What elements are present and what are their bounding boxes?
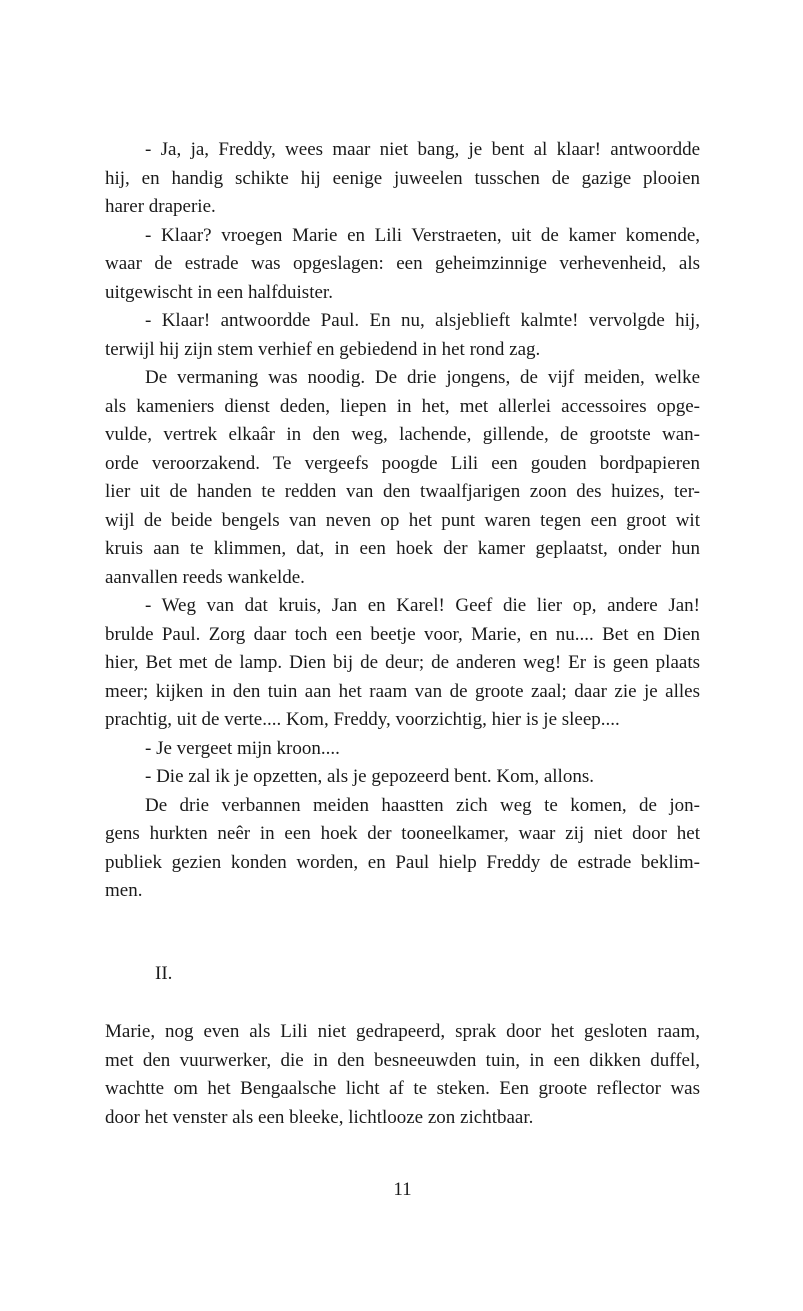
text-line: - Klaar! antwoordde Paul. En nu, alsjeblieft kalmte! vervolgde hij, (145, 310, 700, 331)
text-line: waar de estrade was opgeslagen: een geheimzinnige verhevenheid, als (105, 253, 700, 274)
text-line: publiek gezien konden worden, en Paul hielp Freddy de estrade beklim- (105, 851, 700, 873)
text-line: men. (105, 880, 143, 901)
text-line: - Die zal ik je opzetten, als je gepozeerd bent. Kom, allons. (145, 766, 594, 787)
text-line: Marie, nog even als Lili niet gedrapeerd, sprak door het gesloten raam, (105, 1021, 700, 1042)
text-line: harer draperie. (105, 196, 216, 217)
paragraph (105, 1018, 700, 1132)
paragraph (105, 592, 700, 735)
text-line: hier, Bet met de lamp. Dien bij de deur; de anderen weg! Er is geen plaats (105, 652, 700, 673)
text-line: meer; kijken in den tuin aan het raam van de groote zaal; daar zie je alles (105, 680, 700, 702)
text-line: terwijl hij zijn stem verhief en gebiedend in het rond zag. (105, 338, 541, 360)
text-line: kruis aan te klimmen, dat, in een hoek der kamer geplaatst, onder hun (105, 538, 700, 559)
text-line: gens hurkten neêr in een hoek der tooneelkamer, waar zij niet door het (105, 823, 700, 844)
text-line: lier uit de handen te redden van den twaalfjarigen zoon des huizes, ter- (105, 481, 700, 502)
paragraph (105, 792, 700, 906)
paragraph (105, 735, 700, 764)
text-line: - Je vergeet mijn kroon.... (145, 737, 340, 759)
text-line: vulde, vertrek elkaâr in den weg, lachende, gillende, de grootste wan- (105, 424, 700, 445)
paragraph (105, 307, 700, 364)
text-line: prachtig, uit de verte.... Kom, Freddy, voorzichtig, hier is je sleep.... (105, 709, 620, 730)
paragraph (105, 222, 700, 308)
text-line: - Weg van dat kruis, Jan en Karel! Geef die lier op, andere Jan! (145, 595, 700, 616)
text-line: orde veroorzakend. Te vergeefs poogde Lili een gouden bordpapieren (105, 452, 700, 474)
paragraph (105, 136, 700, 222)
paragraph (105, 763, 700, 792)
text-line: met den vuurwerker, die in den besneeuwden tuin, in een dikken duffel, (105, 1049, 700, 1071)
text-line: hij, en handig schikte hij eenige juweelen tusschen de gazige plooien (105, 167, 700, 189)
page-number: 11 (393, 1179, 412, 1200)
text-line: De drie verbannen meiden haastten zich weg te komen, de jon- (145, 794, 700, 816)
text-line: brulde Paul. Zorg daar toch een beetje voor, Marie, en nu.... Bet en Dien (105, 623, 700, 645)
text-line: uitgewischt in een halfduister. (105, 281, 333, 303)
text-line: door het venster als een bleeke, lichtlooze zon zichtbaar. (105, 1106, 534, 1128)
section-heading: II. (155, 962, 173, 984)
text-line: wijl de beide bengels van neven op het punt waren tegen een groot wit (105, 509, 700, 531)
text-line: wachtte om het Bengaalsche licht af te steken. Een groote reflector was (105, 1078, 700, 1099)
text-line: - Ja, ja, Freddy, wees maar niet bang, je bent al klaar! antwoordde (145, 139, 700, 160)
text-line: De vermaning was noodig. De drie jongens, de vijf meiden, welke (145, 367, 700, 388)
text-line: - Klaar? vroegen Marie en Lili Verstraeten, uit de kamer komende, (145, 224, 700, 246)
paragraph (105, 364, 700, 592)
text-line: aanvallen reeds wankelde. (105, 566, 305, 588)
text-line: als kameniers dienst deden, liepen in het, met allerlei accessoires opge- (105, 395, 700, 417)
text-block (105, 136, 700, 1132)
